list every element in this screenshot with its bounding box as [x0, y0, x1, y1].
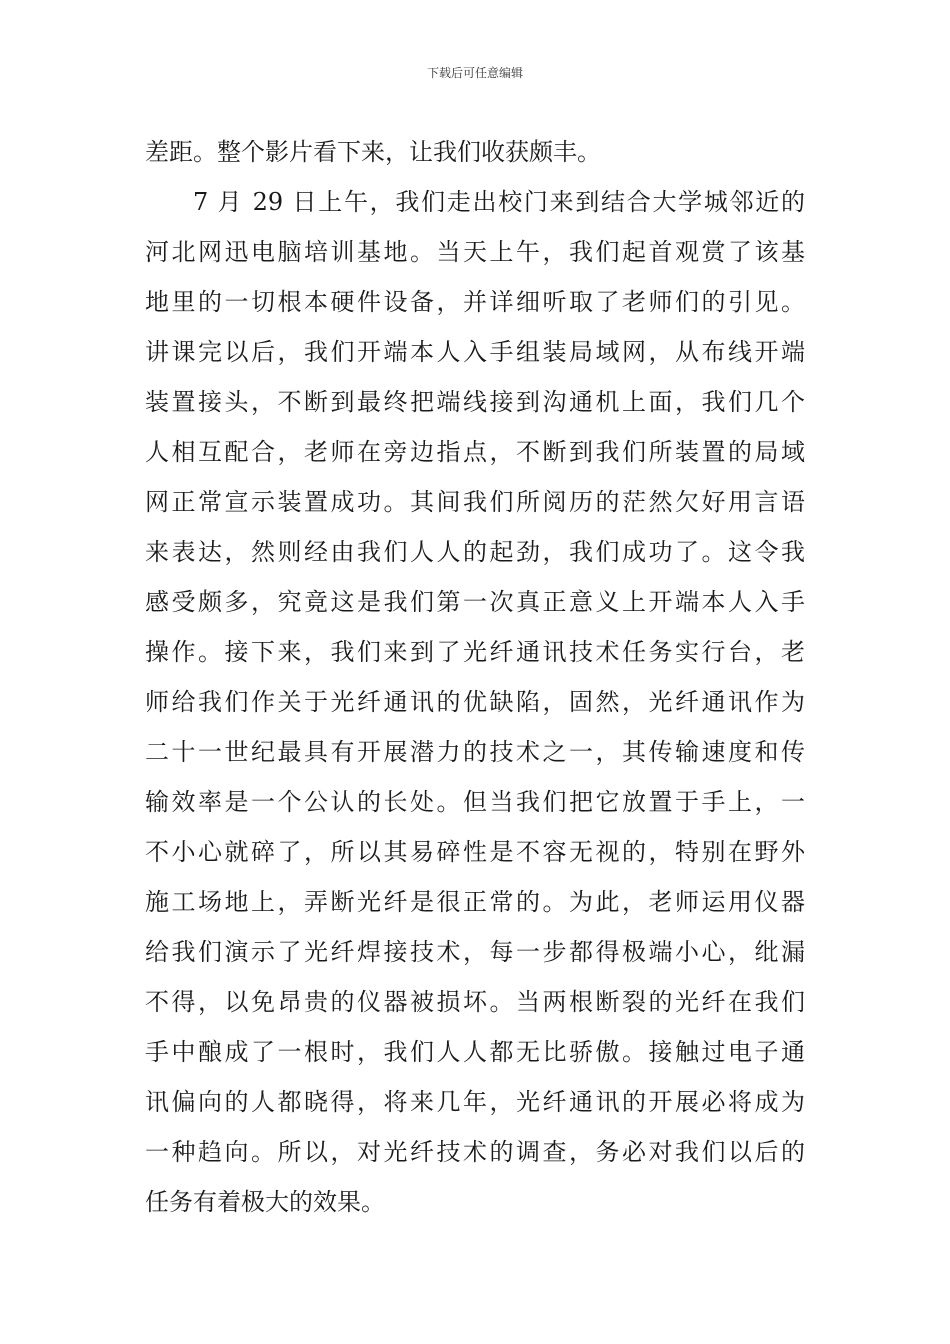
text-line: 河北网迅电脑培训基地。当天上午，我们起首观赏了该基 [145, 238, 805, 266]
text-line: 给我们演示了光纤焊接技术，每一步都得极端小心，纰漏 [145, 938, 805, 966]
text-line: 讲课完以后，我们开端本人入手组装局域网，从布线开端 [145, 338, 805, 366]
text-line: 手中酿成了一根时，我们人人都无比骄傲。接触过电子通 [145, 1038, 805, 1066]
text-line: 施工场地上，弄断光纤是很正常的。为此，老师运用仪器 [145, 888, 805, 916]
text-line: 装置接头，不断到最终把端线接到沟通机上面，我们几个 [145, 388, 805, 416]
page-header: 下载后可任意编辑 [426, 66, 523, 80]
text-line: 7 月 29 日上午，我们走出校门来到结合大学城邻近的 [193, 188, 805, 216]
text-line: 二十一世纪最具有开展潜力的技术之一，其传输速度和传 [145, 738, 805, 766]
text-line: 一种趋向。所以，对光纤技术的调查，务必对我们以后的 [145, 1138, 805, 1166]
text-line: 不得，以免昂贵的仪器被损坏。当两根断裂的光纤在我们 [145, 988, 805, 1016]
text-line: 差距。整个影片看下来，让我们收获颇丰。 [145, 138, 601, 166]
text-line: 任务有着极大的效果。 [145, 1188, 385, 1216]
document-body [145, 127, 805, 1227]
text-line: 地里的一切根本硬件设备，并详细听取了老师们的引见。 [145, 288, 805, 316]
text-line: 来表达，然则经由我们人人的起劲，我们成功了。这令我 [145, 538, 805, 566]
text-line: 师给我们作关于光纤通讯的优缺陷，固然，光纤通讯作为 [145, 688, 805, 716]
text-line: 讯偏向的人都晓得，将来几年，光纤通讯的开展必将成为 [145, 1088, 805, 1116]
text-line: 输效率是一个公认的长处。但当我们把它放置于手上，一 [145, 788, 805, 816]
text-line: 操作。接下来，我们来到了光纤通讯技术任务实行台，老 [145, 638, 805, 666]
text-line: 人相互配合，老师在旁边指点，不断到我们所装置的局域 [145, 438, 805, 466]
text-line: 感受颇多，究竟这是我们第一次真正意义上开端本人入手 [145, 588, 805, 616]
text-line: 网正常宣示装置成功。其间我们所阅历的茫然欠好用言语 [145, 488, 805, 516]
text-line: 不小心就碎了，所以其易碎性是不容无视的，特别在野外 [145, 838, 805, 866]
